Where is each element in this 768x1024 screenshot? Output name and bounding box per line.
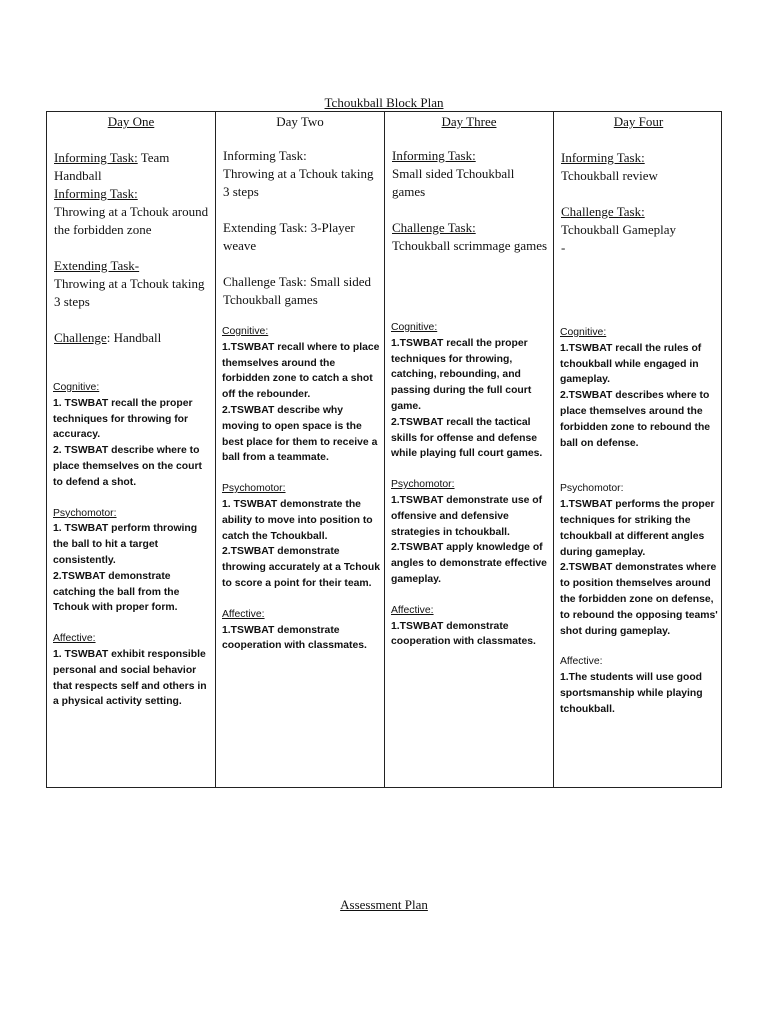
day-two-objectives (222, 324, 381, 654)
task-label: Challenge Task: (223, 274, 307, 289)
task-label: Informing Task: (223, 148, 307, 163)
task-label: Informing Task: (561, 150, 645, 165)
task-label: Informing Task: (54, 186, 138, 201)
informing-task (54, 149, 211, 185)
day-four-column (554, 112, 723, 787)
objective-heading: Cognitive: (560, 327, 607, 338)
task-text: 3-Player weave (223, 220, 355, 253)
objective-item: 2.TSWBAT demonstrates where to position themselves around the forbidden zone on defense, to rebound the opposing teams' shot during gameplay. (560, 562, 718, 637)
objective-item: 1. TSWBAT demonstrate the ability to move into position to catch the Tchoukball. (222, 498, 373, 542)
day-heading: Day Four (613, 114, 664, 129)
objective-heading: Affective: (53, 633, 96, 645)
extending-task (223, 219, 380, 255)
objective-item: 2. TSWBAT describe where to place themselves on the court to defend a shot. (53, 445, 202, 488)
day-two-tasks (223, 147, 380, 309)
objective-item: 2.TSWBAT describes where to place themselves around the forbidden zone to rebound the ball on defense. (560, 390, 711, 449)
objective-item: 1.TSWBAT recall where to place themselves around the forbidden zone to catch a shot off the rebounder. (222, 341, 380, 401)
task-text: Team Handball (54, 150, 170, 183)
objective-heading: Affective: (222, 608, 265, 620)
task-text: Tchoukball scrimmage games (392, 238, 548, 253)
task-label: Informing Task: (392, 148, 476, 163)
objective-item: 2.TSWBAT demonstrate throwing accurately at a Tchouk to score a point for their team. (222, 546, 381, 589)
block-plan-table (46, 111, 722, 788)
assessment-plan-heading: Assessment Plan (340, 897, 428, 912)
objective-item: 1.The students will use good sportsmanship while playing tchoukball. (560, 672, 703, 715)
objective-heading: Affective: (560, 656, 603, 668)
objective-heading: Cognitive: (391, 322, 438, 333)
task-text: Throwing at a Tchouk taking 3 steps (223, 166, 374, 199)
task-text: Throwing at a Tchouk around the forbidden zone (54, 204, 209, 237)
task-label: Challenge Task: (392, 220, 476, 235)
objective-item: 1. TSWBAT exhibit responsible personal and social behavior that respects self and others in a physical activity setting. (53, 648, 207, 708)
day-four-tasks (561, 149, 719, 257)
day-heading: Day One (107, 114, 155, 129)
day-two-column (216, 112, 385, 787)
day-four-objectives (560, 325, 720, 718)
objective-heading: Psychomotor: (391, 479, 455, 491)
task-text: Throwing at a Tchouk taking 3 steps (54, 276, 205, 309)
challenge-task (223, 273, 380, 309)
task-text: : Handball (106, 330, 162, 345)
objective-item: 2.TSWBAT recall the tactical skills for offense and defense while playing full court games. (391, 416, 543, 460)
objective-item: 1.TSWBAT recall the proper techniques for throwing, catching, rebounding, and passing during the full court game. (391, 337, 532, 412)
task-label: Extending Task- (54, 258, 140, 273)
task-text: Small sided Tchoukball games (223, 274, 371, 307)
objective-item: 1.TSWBAT recall the rules of tchoukball while engaged in gameplay. (560, 342, 702, 386)
objective-item: 1.TSWBAT performs the proper techniques for striking the tchoukball at different angles during gameplay. (560, 499, 715, 558)
objective-item: 2.TSWBAT describe why moving to open space is the best place for them to receive a ball from a teammate. (222, 404, 378, 464)
objective-item: 1.TSWBAT demonstrate cooperation with classmates. (391, 620, 536, 648)
objective-item: 2.TSWBAT apply knowledge of angles to demonstrate effective gameplay. (391, 542, 547, 585)
objective-item: 1. TSWBAT perform throwing the ball to hit a target consistently. (53, 523, 198, 566)
day-one-tasks (54, 149, 211, 347)
task-label: Challenge (54, 330, 107, 345)
page-title: Tchoukball Block Plan (324, 95, 444, 110)
task-text: Tchoukball Gameplay (561, 222, 676, 237)
task-text: Tchoukball review (561, 168, 658, 183)
dash-text: - (561, 240, 566, 255)
objective-item: 1.TSWBAT demonstrate use of offensive and defensive strategies in tchoukball. (391, 494, 543, 538)
objective-heading: Psychomotor: (53, 507, 117, 519)
day-one-objectives (53, 380, 212, 710)
task-label: Informing Task: (54, 150, 138, 165)
objective-heading: Cognitive: (53, 382, 100, 393)
day-three-column (385, 112, 554, 787)
day-heading: Day Two (276, 114, 324, 129)
task-label: Challenge Task: (561, 204, 645, 219)
objective-heading: Psychomotor: (222, 483, 286, 495)
objective-item: 1. TSWBAT recall the proper techniques for throwing for accuracy. (53, 397, 193, 441)
task-label: Extending Task: (223, 220, 308, 235)
objective-heading: Affective: (391, 604, 434, 616)
task-text: Small sided Tchoukball games (392, 166, 515, 199)
day-heading: Day Three (441, 114, 497, 129)
challenge-task (54, 329, 211, 347)
objective-item: 1.TSWBAT demonstrate cooperation with classmates. (222, 624, 367, 652)
day-one-column (47, 112, 216, 787)
day-three-objectives (391, 320, 550, 650)
objective-item: 2.TSWBAT demonstrate catching the ball from the Tchouk with proper form. (53, 570, 180, 614)
day-three-tasks (392, 147, 549, 255)
objective-heading: Cognitive: (222, 326, 269, 337)
objective-heading: Psychomotor: (560, 483, 624, 495)
